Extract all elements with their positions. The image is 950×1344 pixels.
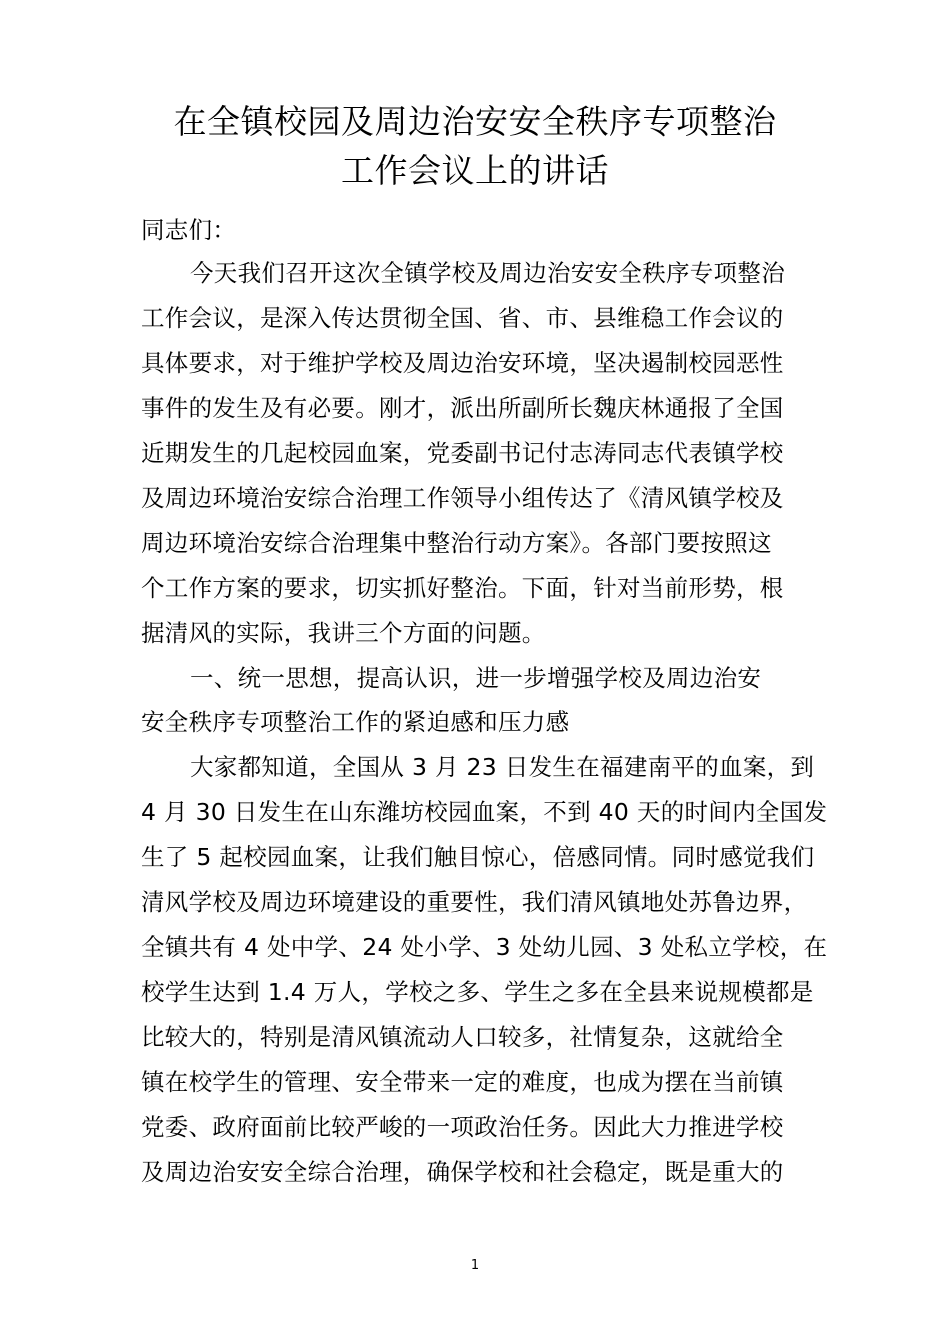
paragraph-line: 工作会议，是深入传达贯彻全国、省、市、县维稳工作会议的 (141, 304, 784, 332)
paragraph-line: 具体要求，对于维护学校及周边治安环境，坚决遏制校园恶性 (141, 349, 784, 377)
paragraph-line: 及周边治安安全综合治理，确保学校和社会稳定，既是重大的 (141, 1158, 784, 1186)
paragraph-line: 4 月 30 日发生在山东潍坊校园血案，不到 40 天的时间内全国发 (141, 798, 828, 826)
salutation: 同志们： (141, 216, 237, 244)
paragraph-line: 周边环境治安综合治理集中整治行动方案》。各部门要按照这 (141, 529, 772, 557)
paragraph-line: 党委、政府面前比较严峻的一项政治任务。因此大力推进学校 (141, 1113, 784, 1141)
paragraph-line: 全镇共有 4 处中学、24 处小学、3 处幼儿园、3 处私立学校，在 (141, 933, 828, 961)
document-title-line-1: 在全镇校园及周边治安安全秩序专项整治 (173, 102, 777, 141)
paragraph-line: 近期发生的几起校园血案，党委副书记付志涛同志代表镇学校 (141, 439, 784, 467)
paragraph-line: 生了 5 起校园血案，让我们触目惊心，倍感同情。同时感觉我们 (141, 843, 815, 871)
paragraph-line: 据清风的实际，我讲三个方面的问题。 (141, 619, 546, 647)
paragraph-line: 镇在校学生的管理、安全带来一定的难度，也成为摆在当前镇 (141, 1068, 784, 1096)
section-heading-line: 安全秩序专项整治工作的紧迫感和压力感 (141, 708, 570, 736)
paragraph-line: 大家都知道，全国从 3 月 23 日发生在福建南平的血案，到 (190, 753, 815, 781)
paragraph-line: 今天我们召开这次全镇学校及周边治安安全秩序专项整治 (190, 259, 785, 287)
paragraph-line: 及周边环境治安综合治理工作领导小组传达了《清风镇学校及 (141, 484, 784, 512)
section-heading-line: 一、统一思想，提高认识，进一步增强学校及周边治安 (190, 664, 762, 692)
document-title-line-2: 工作会议上的讲话 (341, 151, 609, 190)
paragraph-line: 比较大的，特别是清风镇流动人口较多，社情复杂，这就给全 (141, 1023, 784, 1051)
paragraph-line: 校学生达到 1.4 万人，学校之多、学生之多在全县来说规模都是 (141, 978, 814, 1006)
paragraph-line: 清风学校及周边环境建设的重要性，我们清风镇地处苏鲁边界， (141, 888, 808, 916)
paragraph-line: 事件的发生及有必要。刚才，派出所副所长魏庆林通报了全国 (141, 394, 784, 422)
page-number: 1 (470, 1258, 480, 1273)
paragraph-line: 个工作方案的要求，切实抓好整治。下面，针对当前形势，根 (141, 574, 784, 602)
